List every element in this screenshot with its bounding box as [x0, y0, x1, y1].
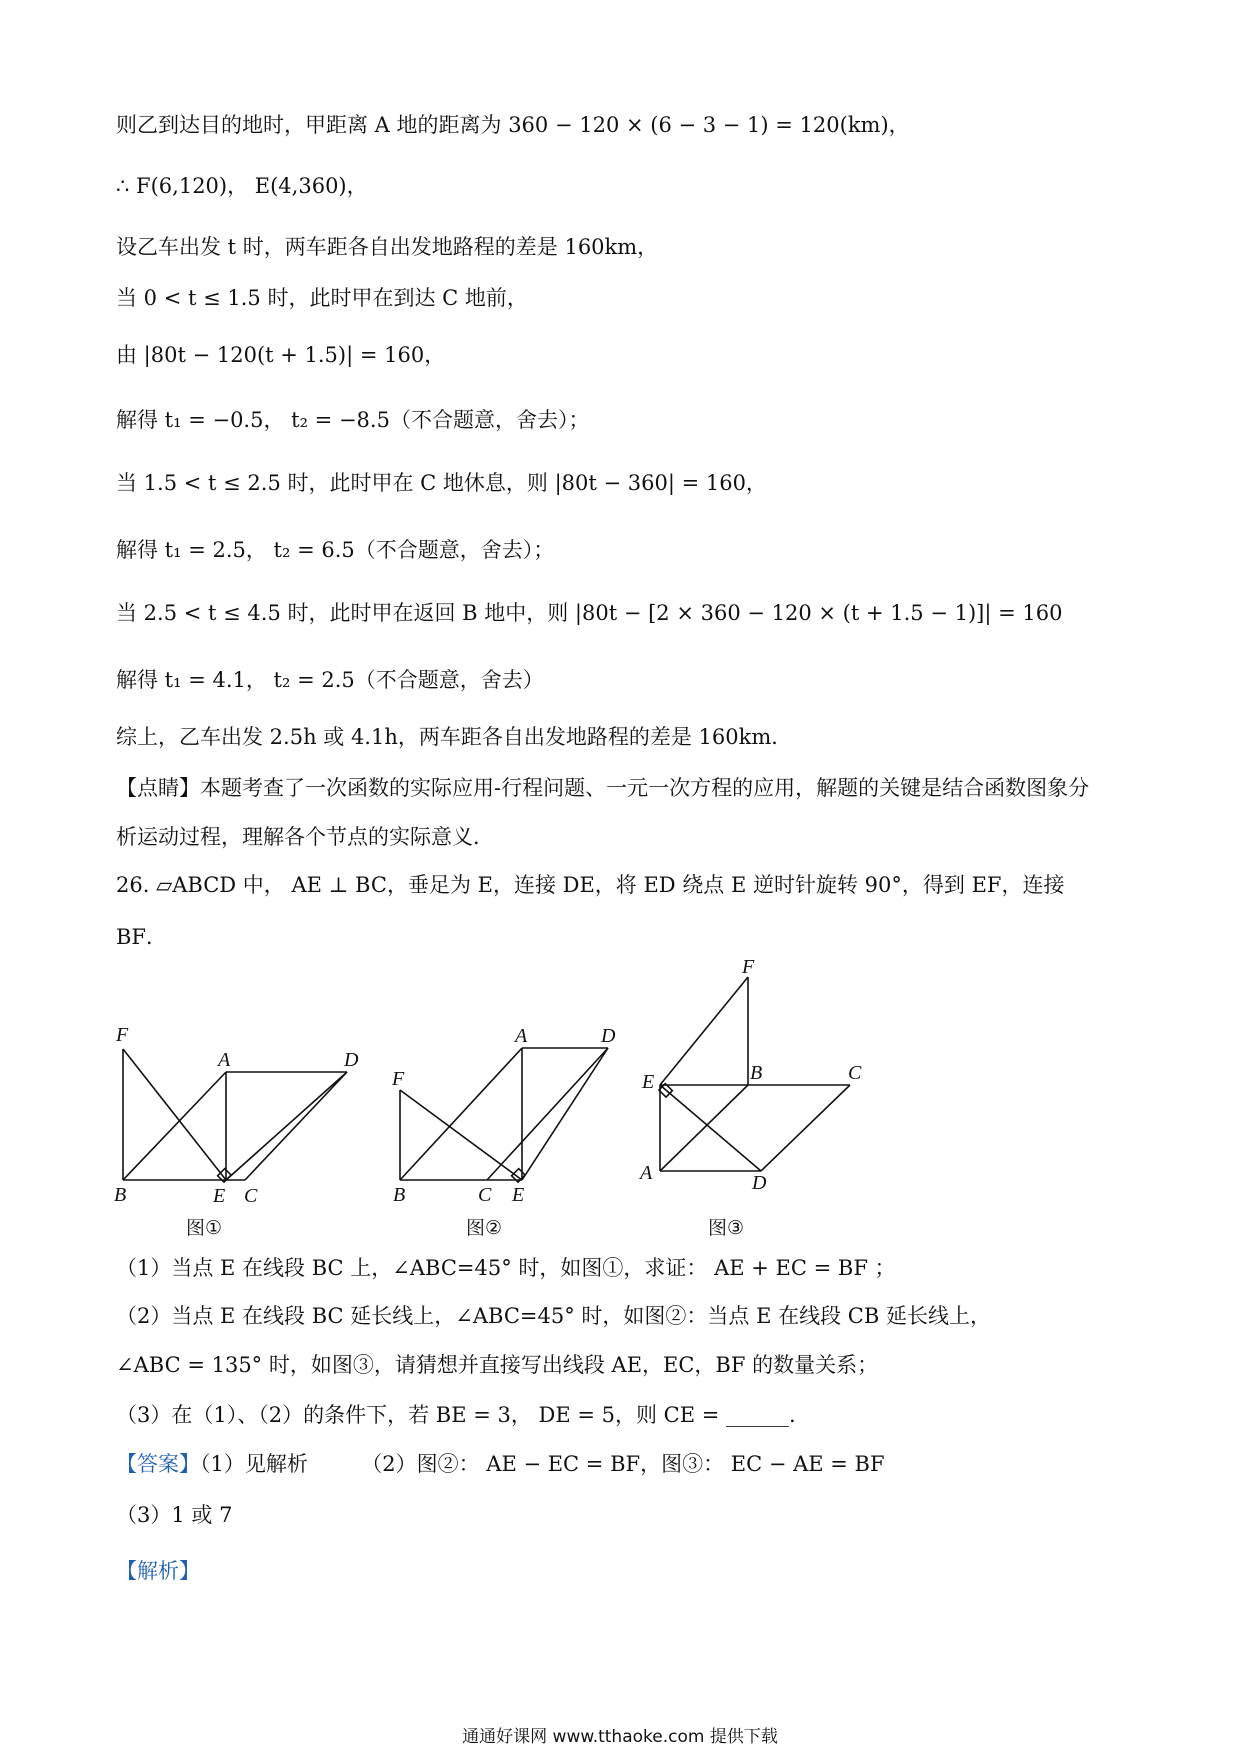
fig1-label-C: C [244, 1185, 258, 1207]
fig2-label-C: C [478, 1184, 492, 1206]
fig2-label-B: B [393, 1184, 406, 1206]
solution-line-1: 则乙到达目的地时，甲距离 A 地的距离为 360 − 120 × (6 − 3 − 1) = 120(km)， [116, 113, 910, 137]
figure-1 [123, 1049, 347, 1182]
figure-2-caption: 图② [466, 1217, 503, 1239]
fig2-label-F: F [392, 1068, 405, 1090]
fig3-label-B: B [750, 1062, 763, 1084]
fig3-label-F: F [742, 956, 755, 978]
question-1: （1）当点 E 在线段 BC 上，∠ABC=45° 时，如图①，求证： AE + EC = BF ； [116, 1256, 896, 1280]
analysis-label: 【解析】 [116, 1559, 200, 1583]
question-2-line-1: （2）当点 E 在线段 BC 延长线上，∠ABC=45° 时，如图②：当点 E 在线段 CB 延长线上， [116, 1304, 991, 1328]
remark-line-2: 析运动过程，理解各个节点的实际意义． [116, 825, 494, 849]
solution-line-9: 当 2.5 < t ≤ 4.5 时，此时甲在返回 B 地中，则 |80t − [2 × 360 − 120 × (t + 1.5 − 1)]| = 160 [116, 601, 1063, 625]
question-3: （3）在（1）、（2）的条件下，若 BE = 3， DE = 5，则 CE = ______. [116, 1403, 796, 1427]
problem-26-line-1: 26. ▱ABCD 中， AE ⊥ BC，垂足为 E，连接 DE，将 ED 绕点 E 逆时针旋转 90°，得到 EF，连接 [116, 873, 1065, 897]
fig2-label-E: E [512, 1184, 525, 1206]
fig2-label-D: D [601, 1025, 616, 1047]
fig1-label-D: D [344, 1049, 359, 1071]
fig3-label-E: E [642, 1071, 655, 1093]
fig1-label-F: F [116, 1024, 129, 1046]
solution-line-10: 解得 t₁ = 4.1， t₂ = 2.5（不合题意，舍去） [116, 668, 544, 692]
fig3-label-C: C [848, 1062, 862, 1084]
fig1-label-B: B [114, 1184, 127, 1206]
solution-line-11: 综上，乙车出发 2.5h 或 4.1h，两车距各自出发地路程的差是 160km． [116, 725, 793, 749]
figure-3-caption: 图③ [708, 1217, 745, 1239]
problem-26-line-2: BF． [116, 925, 168, 949]
answer-part-1: （1）见解析 [200, 1452, 308, 1476]
fig3-label-A: A [640, 1162, 653, 1184]
fig3-label-D: D [752, 1172, 767, 1194]
fig2-label-A: A [515, 1025, 528, 1047]
remark-line-1: 【点睛】本题考查了一次函数的实际应用-行程问题、一元一次方程的应用，解题的关键是结合函数图象分 [116, 776, 1090, 800]
solution-line-2: ∴ F(6,120)， E(4,360)， [116, 174, 368, 198]
answer-part-2: （2）图②： AE − EC = BF，图③： EC − AE = BF [361, 1452, 885, 1476]
figure-2 [400, 1048, 608, 1182]
solution-line-3: 设乙车出发 t 时，两车距各自出发地路程的差是 160km， [116, 235, 659, 259]
solution-line-6: 解得 t₁ = −0.5， t₂ = −8.5（不合题意，舍去）； [116, 408, 590, 432]
question-2-line-2: ∠ABC = 135° 时，如图③，请猜想并直接写出线段 AE，EC，BF 的数量关系； [116, 1353, 879, 1377]
solution-line-7: 当 1.5 < t ≤ 2.5 时，此时甲在 C 地休息，则 |80t − 360| = 160， [116, 471, 767, 495]
fig1-label-E: E [213, 1185, 226, 1207]
solution-line-5: 由 |80t − 120(t + 1.5)| = 160， [116, 343, 446, 367]
answer-label: 【答案】 [116, 1452, 200, 1476]
solution-line-8: 解得 t₁ = 2.5， t₂ = 6.5（不合题意，舍去）； [116, 538, 555, 562]
answer-row [116, 1449, 885, 1479]
answer-part-3: （3）1 或 7 [116, 1503, 233, 1527]
page-footer: 通通好课网 www.tthaoke.com 提供下载 [462, 1727, 778, 1747]
fig1-label-A: A [218, 1049, 231, 1071]
figure-1-caption: 图① [186, 1217, 223, 1239]
geometry-figures [0, 955, 1240, 1245]
solution-line-4: 当 0 < t ≤ 1.5 时，此时甲在到达 C 地前， [116, 286, 528, 310]
